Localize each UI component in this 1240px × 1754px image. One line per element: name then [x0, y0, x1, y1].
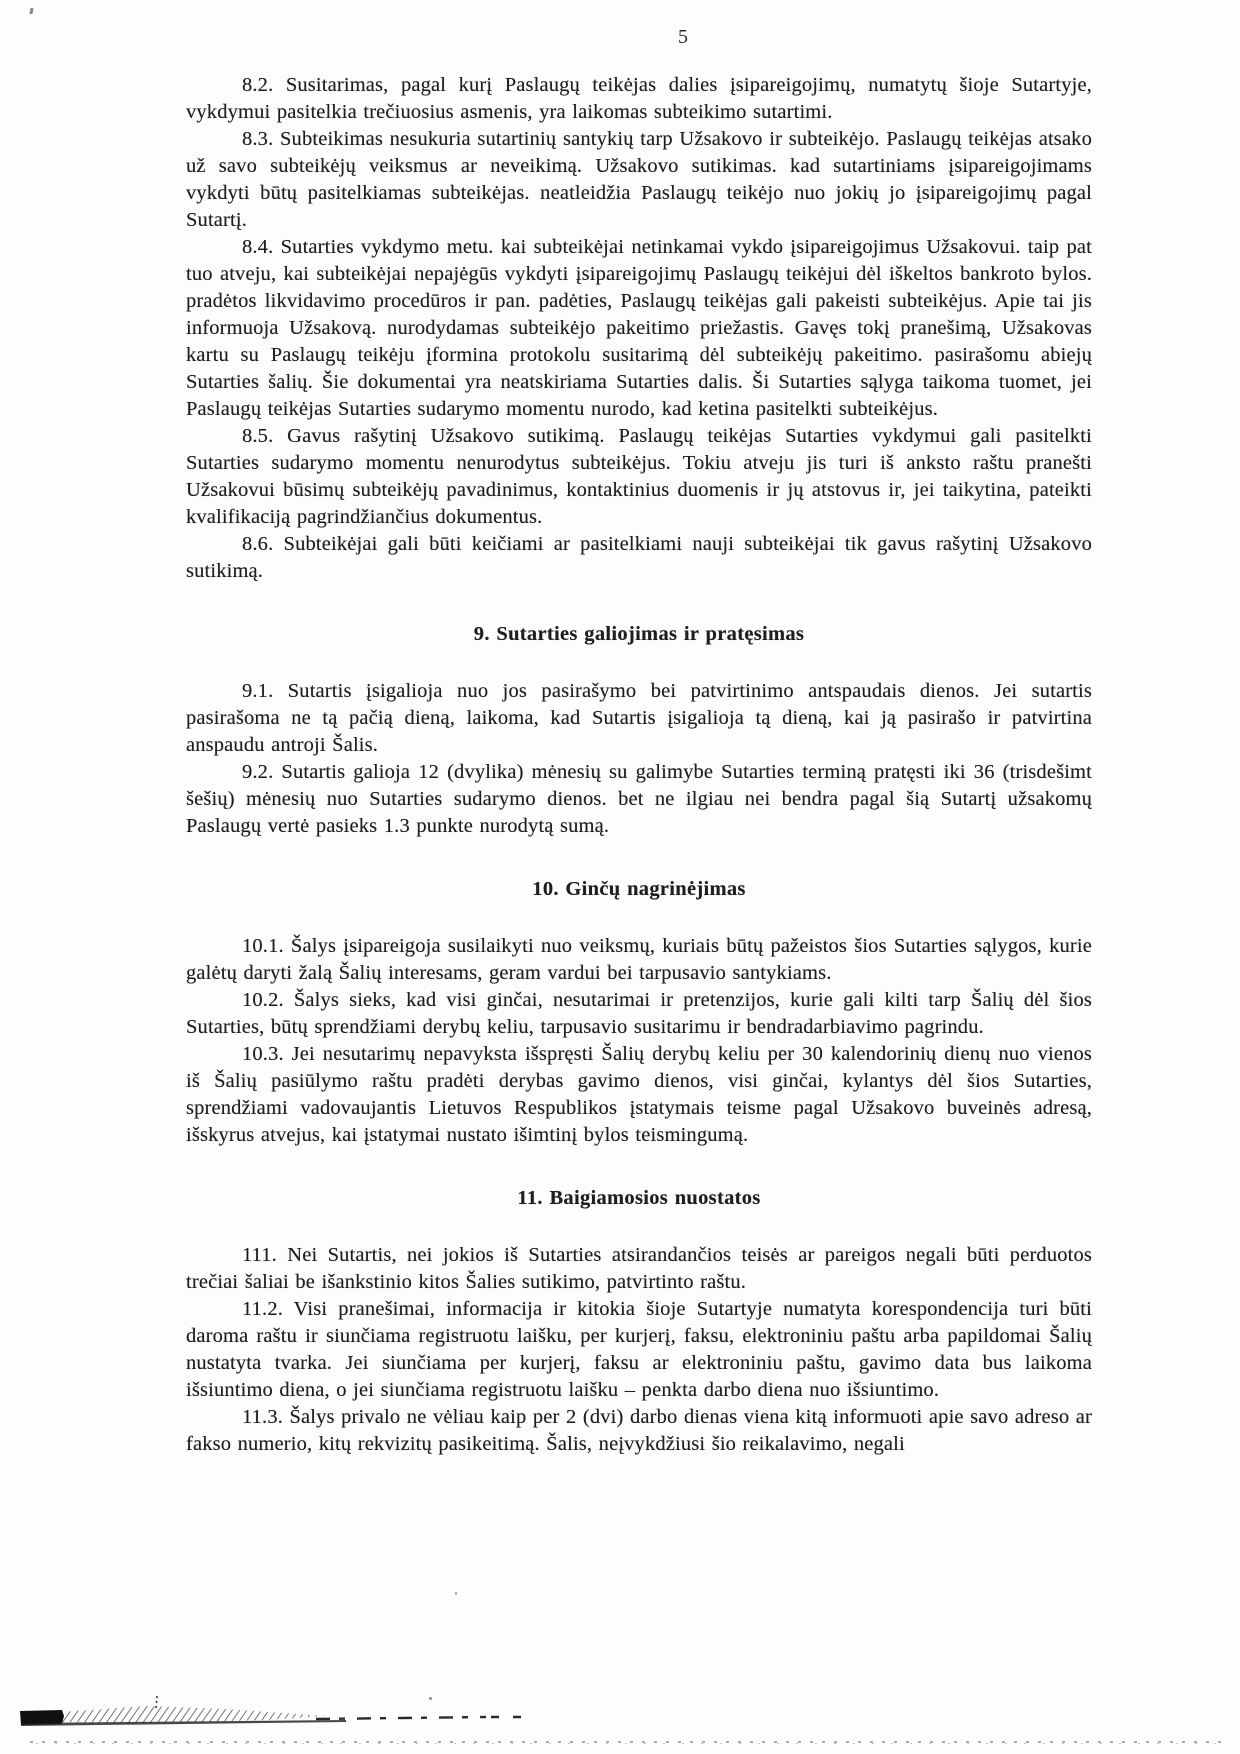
- scan-speck-artifact: [29, 8, 33, 14]
- contract-paragraph: 8.2. Susitarimas, pagal kurį Paslaugų teikėjas dalies įsipareigojimų, numatytų šioje Sutartyje, vykdymui pasitelkia trečiuosius asmenis, yra laikomas subteikimo sutartimi.: [186, 74, 1092, 123]
- contract-paragraph: 111. Nei Sutartis, nei jokios iš Sutarties atsirandančios teisės ar pareigos negali būti perduotos trečiai šaliai be išankstinio kitos Šalies sutikimo, patvirtinto raštu.: [186, 1244, 1092, 1293]
- contract-paragraph: 10.1. Šalys įsipareigoja susilaikyti nuo veiksmų, kuriais būtų pažeistos šios Sutarties sąlygos, kurie galėtų daryti žalą Šalių interesams, geram vardui bei tarpusavio santykiams.: [186, 935, 1092, 984]
- contract-paragraph: 9.2. Sutartis galioja 12 (dvylika) mėnesių su galimybe Sutarties terminą pratęsti iki 36 (trisdešimt šešių) mėnesių nuo Sutarties sudarymo dienos. bet ne ilgiau nei bendra pagal šią Sutartį užsakomų Paslaugų vertė pasieks 1.3 punkte nurodytą sumą.: [186, 761, 1092, 837]
- contract-paragraph: 9.1. Sutartis įsigalioja nuo jos pasirašymo bei patvirtinimo antspaudais dienos. Jei sutartis pasirašoma ne tą pačią dieną, laikoma, kad Sutartis įsigalioja tą dieną, kai ją pasirašo ir patvirtina anspaudu antroji Šalis.: [186, 680, 1092, 756]
- section-heading: 10. Ginčų nagrinėjimas: [532, 878, 746, 900]
- contract-paragraph: 10.2. Šalys sieks, kad visi ginčai, nesutarimai ir pretenzijos, kurie gali kilti tarp Šalių dėl šios Sutarties, būtų sprendžiami derybų keliu, tarpusavio susitarimu ir bendradarbiavimo pagrindu.: [186, 989, 1092, 1038]
- contract-paragraph: 8.3. Subteikimas nesukuria sutartinių santykių tarp Užsakovo ir subteikėjo. Paslaugų teikėjas atsako už savo subteikėjų veiksmus ar neveikimą. Užsakovo sutikimas. kad sutartiniams įsipareigojimams vykdyti būtų pasitelkiamas subteikėjas. neatleidžia Paslaugų teikėjo nuo jokių jo įsipareigojimų pagal Sutartį.: [186, 128, 1092, 231]
- document-body: [186, 72, 1092, 1458]
- section-heading: 9. Sutarties galiojimas ir pratęsimas: [473, 623, 805, 645]
- ink-smudge-artifact: [16, 1694, 536, 1736]
- contract-paragraph: 10.3. Jei nesutarimų nepavyksta išspręsti Šalių derybų keliu per 30 kalendorinių dienų nuo vienos iš Šalių pasiūlymo raštu pradėti derybas gavimo dienos, visi ginčai, kylantys dėl šios Sutarties, sprendžiami vadovaujantis Lietuvos Respublikos įstatymais teisme pagal Užsakovo buveinės adresą, išskyrus atvejus, kai įstatymai nustato išimtinį bylos teismingumą.: [186, 1043, 1092, 1146]
- scan-speck-artifact: [455, 1592, 457, 1595]
- scan-noise-line-artifact: [30, 1740, 1224, 1744]
- page-number: 5: [678, 26, 688, 48]
- section-heading: 11. Baigiamosios nuostatos: [517, 1187, 761, 1209]
- contract-paragraph: 11.2. Visi pranešimai, informacija ir kitokia šioje Sutartyje numatyta korespondencija turi būti daroma raštu ir siunčiama registruotu laišku, per kurjerį, faksu, elektroniniu paštu arba papildomai Šalių nustatyta tvarka. Jei siunčiama per kurjerį, faksu ar elektroniniu paštu, gavimo data bus laikoma išsiuntimo diena, o jei siunčiama registruotu laišku – penkta darbo diena nuo išsiuntimo.: [186, 1298, 1092, 1401]
- contract-paragraph: 11.3. Šalys privalo ne vėliau kaip per 2 (dvi) darbo dienas viena kitą informuoti apie savo adreso ar fakso numerio, kitų rekvizitų pasikeitimą. Šalis, neįvykdžiusi šio reikalavimo, negali: [186, 1406, 1092, 1455]
- contract-paragraph: 8.6. Subteikėjai gali būti keičiami ar pasitelkiami nauji subteikėjai tik gavus rašytinį Užsakovo sutikimą.: [186, 533, 1092, 582]
- contract-paragraph: 8.5. Gavus rašytinį Užsakovo sutikimą. Paslaugų teikėjas Sutarties vykdymui gali pasitelkti Sutarties sudarymo momentu nenurodytus subteikėjus. Tokiu atveju jis turi iš anksto raštu pranešti Užsakovui būsimų subteikėjų pavadinimus, kontaktinius duomenis ir jų atstovus ir, jei taikytina, pateikti kvalifikaciją pagrindžiančius dokumentus.: [186, 425, 1092, 528]
- contract-paragraph: 8.4. Sutarties vykdymo metu. kai subteikėjai netinkamai vykdo įsipareigojimus Užsakovui. taip pat tuo atveju, kai subteikėjai nepajėgūs vykdyti įsipareigojimų Paslaugų teikėjui dėl iškeltos bankroto bylos. pradėtos likvidavimo procedūros ir pan. padėties, Paslaugų teikėjas gali pakeisti subteikėjus. Apie tai jis informuoja Užsakovą. nurodydamas subteikėjo pakeitimo priežastis. Gavęs tokį pranešimą, Užsakovas kartu su Paslaugų teikėju įformina protokolu susitarimą dėl subteikėjų pakeitimo. pasirašomu abiejų Sutarties šalių. Šie dokumentai yra neatskiriama Sutarties dalis. Ši Sutarties sąlyga taikoma tuomet, jei Paslaugų teikėjas Sutarties sudarymo momentu nurodo, kad ketina pasitelkti subteikėjus.: [186, 236, 1092, 420]
